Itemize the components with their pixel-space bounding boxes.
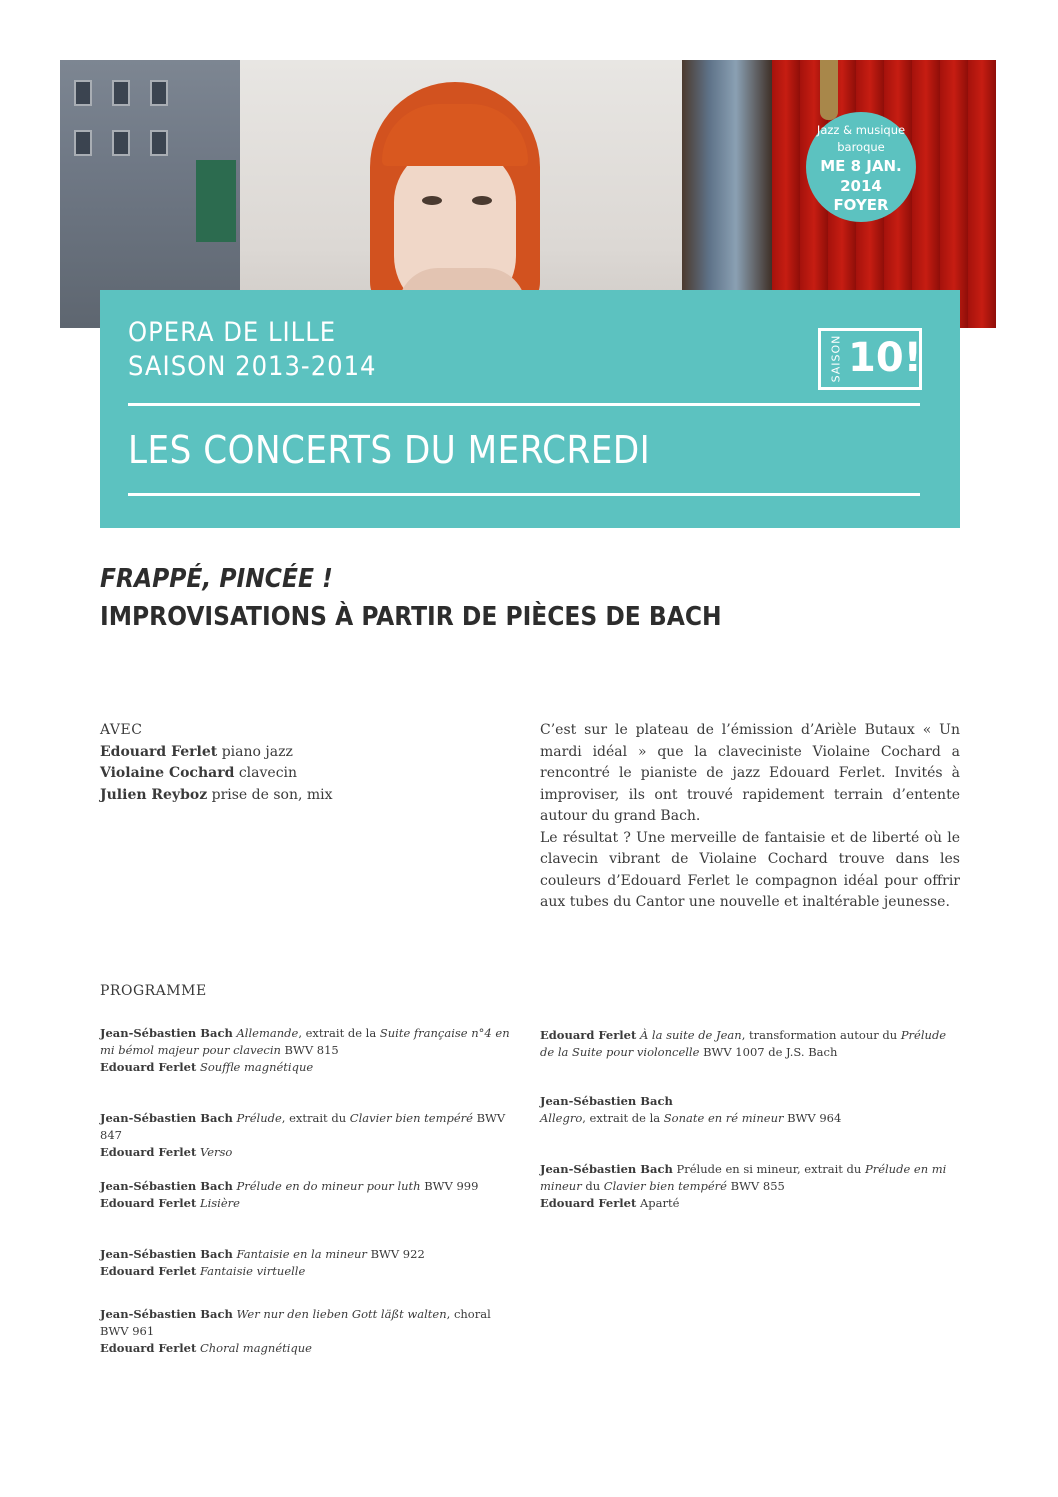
work-note: Prélude en si mineur, extrait du [672, 1162, 865, 1176]
work-title: Prélude de la Suite pour violoncelle [540, 1028, 947, 1059]
work-title: Fantaisie virtuelle [199, 1264, 306, 1278]
divider-top [128, 403, 920, 406]
window-frame [682, 60, 772, 328]
description-paragraph: C’est sur le plateau de l’émission d’Arièle Butaux « Un mardi idéal » que la claveciniste Violaine Cochard a rencontré le pianiste de jazz Edouard Ferlet. Invités à improviser, ils ont trouvé rapidement terrain d’entente autour du grand Bach. [540, 722, 960, 824]
programme-item [100, 1306, 520, 1357]
catalogue-number: BWV 855 [726, 1179, 785, 1193]
divider-bottom [128, 493, 920, 496]
portrait-eye-left [422, 196, 442, 205]
composer-name: Edouard Ferlet [540, 1028, 637, 1042]
work-title: À la suite de Jean [639, 1028, 742, 1042]
title-band [100, 290, 960, 528]
work-title: Lisière [199, 1196, 240, 1210]
work-note: , transformation autour du [741, 1028, 901, 1042]
concert-description [540, 720, 960, 914]
performer-name: Violaine Cochard [100, 765, 235, 781]
work-title: Prélude [236, 1111, 282, 1125]
work-title: Clavier bien tempéré [603, 1179, 727, 1193]
programme-heading: PROGRAMME [100, 983, 207, 999]
performer-row [100, 785, 500, 807]
badge-place: FOYER [833, 196, 889, 214]
saison-10-logo [818, 322, 922, 392]
work-title: Souffle magnétique [199, 1060, 314, 1074]
performer-role: piano jazz [221, 743, 293, 760]
catalogue-number: BWV 1007 de J.S. Bach [699, 1045, 838, 1059]
composer-name: Jean-Sébastien Bach [100, 1111, 233, 1125]
composer-name: Jean-Sébastien Bach [100, 1247, 233, 1261]
catalogue-number: BWV 999 [420, 1179, 479, 1193]
programme-item [100, 1178, 520, 1212]
composer-name: Edouard Ferlet [100, 1264, 197, 1278]
logo-word: SAISON [829, 334, 843, 383]
work-title: Allegro [540, 1111, 583, 1125]
work-title: Prélude en do mineur pour luth [236, 1179, 421, 1193]
composer-name: Jean-Sébastien Bach [540, 1162, 673, 1176]
venue-block [128, 316, 377, 384]
venue-name: OPERA DE LILLE [128, 317, 337, 348]
work-note: , extrait de la [298, 1026, 380, 1040]
work-title: Suite française n°4 en mi bémol majeur pour clavecin [100, 1026, 510, 1057]
composer-name: Edouard Ferlet [100, 1341, 197, 1355]
work-title: Wer nur den lieben Gott läßt walten [236, 1307, 447, 1321]
composer-name: Edouard Ferlet [100, 1196, 197, 1210]
programme-item [540, 1161, 960, 1212]
work-note: , extrait de la [582, 1111, 664, 1125]
series-title: LES CONCERTS DU MERCREDI [128, 428, 651, 472]
catalogue-number: BWV 964 [783, 1111, 842, 1125]
badge-genre: Jazz & musique baroque [816, 123, 906, 154]
composer-name: Jean-Sébastien Bach [540, 1094, 673, 1108]
logo-number: 10! [848, 335, 922, 381]
catalogue-number: BWV 815 [280, 1043, 339, 1057]
badge-date: ME 8 JAN. 2014 [820, 157, 902, 195]
composer-name: Jean-Sébastien Bach [100, 1179, 233, 1193]
work-title: Sonate en ré mineur [663, 1111, 784, 1125]
concert-name: FRAPPÉ, PINCÉE ! [100, 564, 333, 594]
date-badge [806, 112, 916, 222]
performer-role: prise de son, mix [211, 786, 333, 803]
composer-name: Jean-Sébastien Bach [100, 1307, 233, 1321]
work-title: Prélude en mi mineur [540, 1162, 947, 1193]
catalogue-number: BWV 961 [100, 1324, 155, 1338]
performer-row [100, 763, 500, 785]
programme-item [540, 1027, 960, 1061]
performer-role: clavecin [238, 765, 298, 781]
composer-name: Edouard Ferlet [100, 1145, 197, 1159]
lamp [820, 60, 838, 120]
programme-item [100, 1025, 520, 1076]
performers-heading: AVEC [100, 722, 143, 738]
performers-block [100, 720, 500, 806]
composer-name: Jean-Sébastien Bach [100, 1026, 233, 1040]
performer-row [100, 742, 500, 764]
composer-name: Edouard Ferlet [540, 1196, 637, 1210]
composer-name: Edouard Ferlet [100, 1060, 197, 1074]
description-paragraph: Le résultat ? Une merveille de fantaisie et de liberté où le clavecin vibrant de Violaine Cochard trouve dans les couleurs d’Edouard Ferlet le compagnon idéal pour offrir aux tubes du Cantor une nouvelle et inaltérable jeunesse. [540, 829, 960, 910]
work-title: Aparté [639, 1196, 680, 1210]
performer-name: Edouard Ferlet [100, 743, 218, 760]
work-title: Clavier bien tempéré [349, 1111, 473, 1125]
portrait-eye-right [472, 196, 492, 205]
programme-item [100, 1246, 520, 1280]
concert-subtitle: IMPROVISATIONS À PARTIR DE PIÈCES DE BACH [100, 602, 722, 632]
season-label: SAISON 2013-2014 [128, 351, 377, 382]
work-title: Fantaisie en la mineur [236, 1247, 367, 1261]
work-note: du [581, 1179, 604, 1193]
programme-item [100, 1110, 520, 1161]
concert-title [100, 560, 722, 636]
work-title: Allemande [236, 1026, 299, 1040]
work-note: , extrait du [281, 1111, 350, 1125]
catalogue-number: BWV 922 [366, 1247, 425, 1261]
performer-name: Julien Reyboz [100, 786, 208, 803]
programme-item [540, 1093, 960, 1127]
building-facade [60, 60, 240, 328]
work-title: Verso [199, 1145, 233, 1159]
work-title: Choral magnétique [199, 1341, 312, 1355]
work-note: , choral [446, 1307, 491, 1321]
catalogue-number: BWV 847 [100, 1111, 506, 1142]
